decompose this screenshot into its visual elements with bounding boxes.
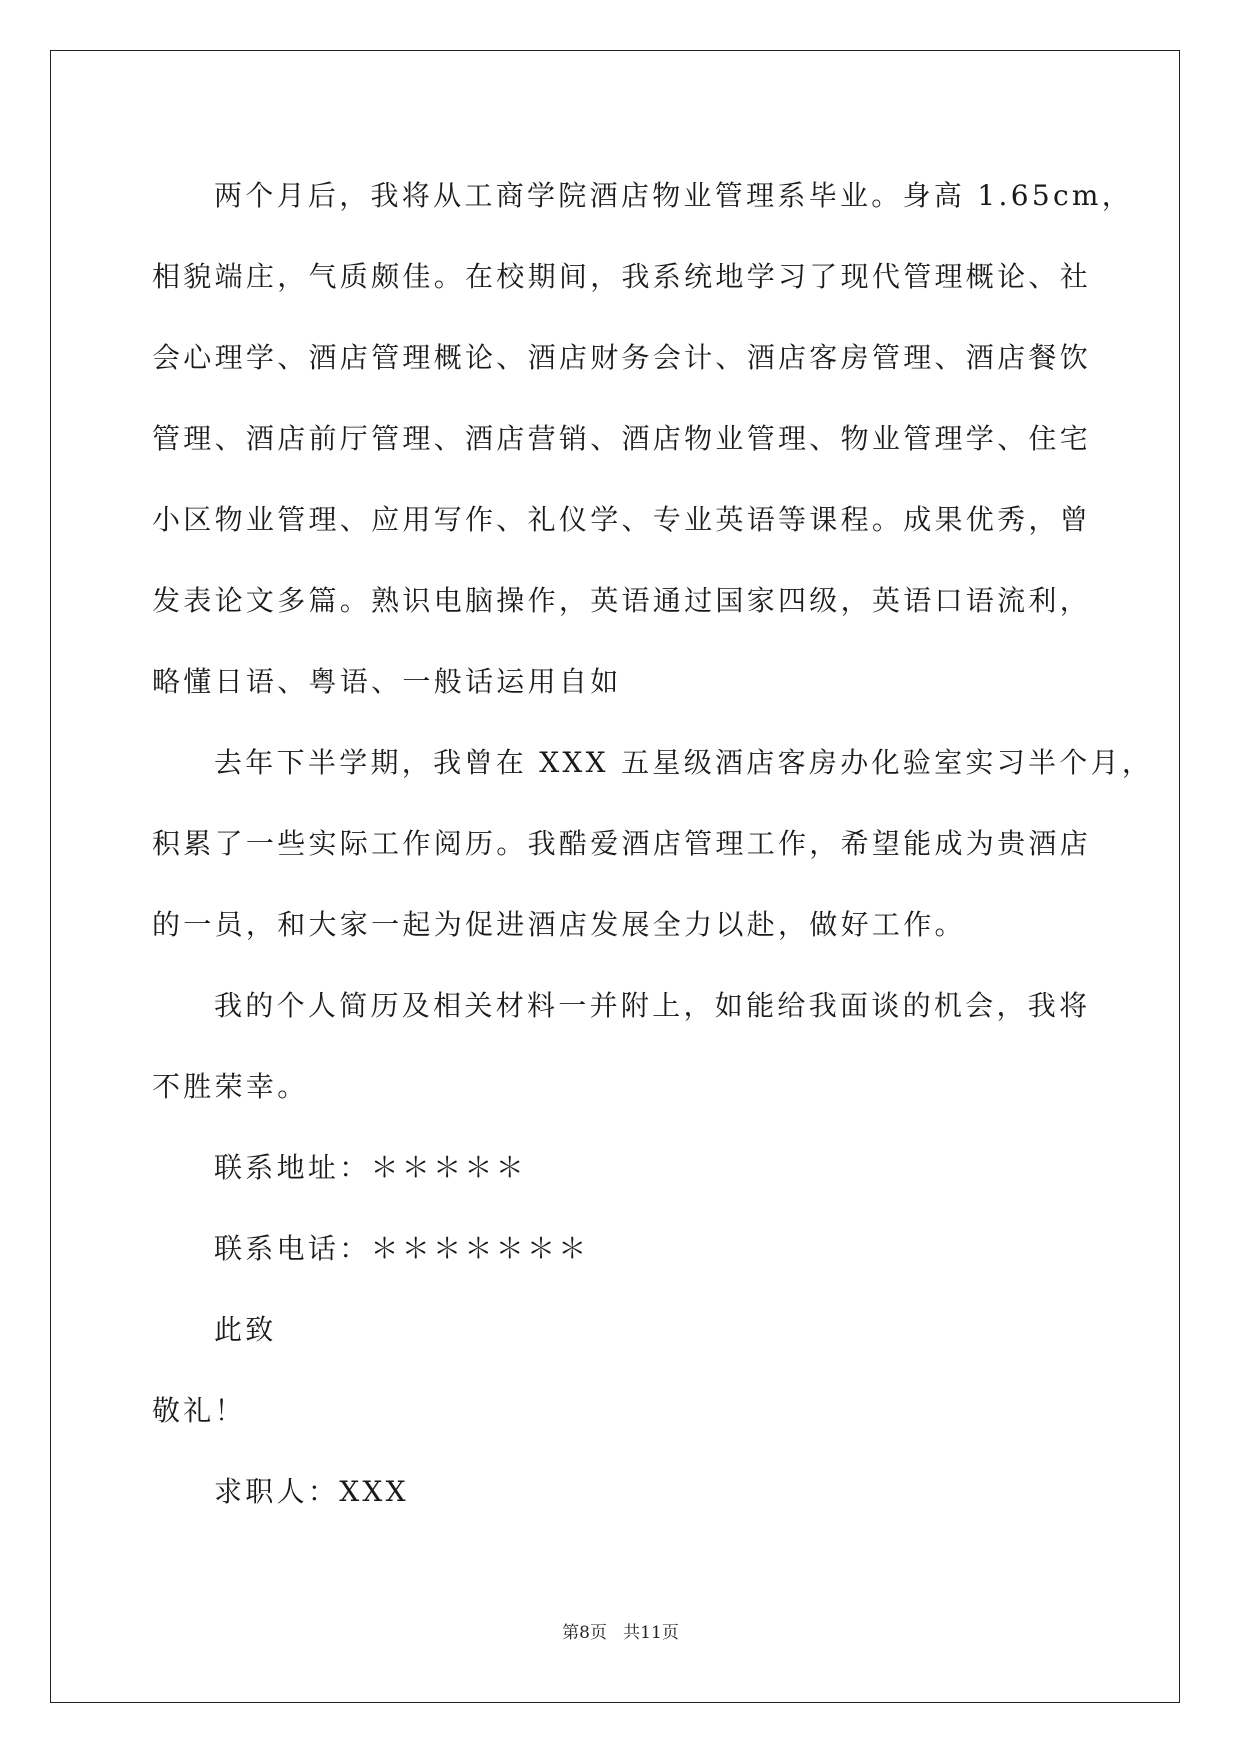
applicant-signature: 求职人：XXX — [214, 1475, 409, 1508]
paragraph-line: 略懂日语、粤语、一般话运用自如 — [152, 665, 622, 698]
paragraph-line: 小区物业管理、应用写作、礼仪学、专业英语等课程。成果优秀，曾 — [152, 503, 1092, 536]
contact-address: 联系地址：＊＊＊＊＊ — [214, 1151, 528, 1184]
paragraph-line: 两个月后，我将从工商学院酒店物业管理系毕业。身高 1.65cm， — [214, 179, 1134, 212]
paragraph-line: 发表论文多篇。熟识电脑操作，英语通过国家四级，英语口语流利， — [152, 584, 1092, 617]
paragraph-line: 不胜荣幸。 — [152, 1070, 309, 1103]
paragraph-line: 的一员，和大家一起为促进酒店发展全力以赴，做好工作。 — [152, 908, 966, 941]
paragraph-line: 相貌端庄，气质颇佳。在校期间，我系统地学习了现代管理概论、社 — [152, 260, 1092, 293]
paragraph-line: 会心理学、酒店管理概论、酒店财务会计、酒店客房管理、酒店餐饮 — [152, 341, 1092, 374]
salutation: 敬礼！ — [152, 1394, 246, 1427]
paragraph-line: 去年下半学期，我曾在 XXX 五星级酒店客房办化验室实习半个月， — [214, 746, 1154, 779]
paragraph-line: 积累了一些实际工作阅历。我酷爱酒店管理工作，希望能成为贵酒店 — [152, 827, 1092, 860]
closing-phrase: 此致 — [214, 1313, 277, 1346]
page-number-footer: 第8页 共11页 — [562, 1623, 679, 1643]
paragraph-line: 管理、酒店前厅管理、酒店营销、酒店物业管理、物业管理学、住宅 — [152, 422, 1092, 455]
contact-phone: 联系电话：＊＊＊＊＊＊＊ — [214, 1232, 590, 1265]
document-body — [152, 155, 1154, 1532]
paragraph-line: 我的个人简历及相关材料一并附上，如能给我面谈的机会，我将 — [214, 989, 1091, 1022]
